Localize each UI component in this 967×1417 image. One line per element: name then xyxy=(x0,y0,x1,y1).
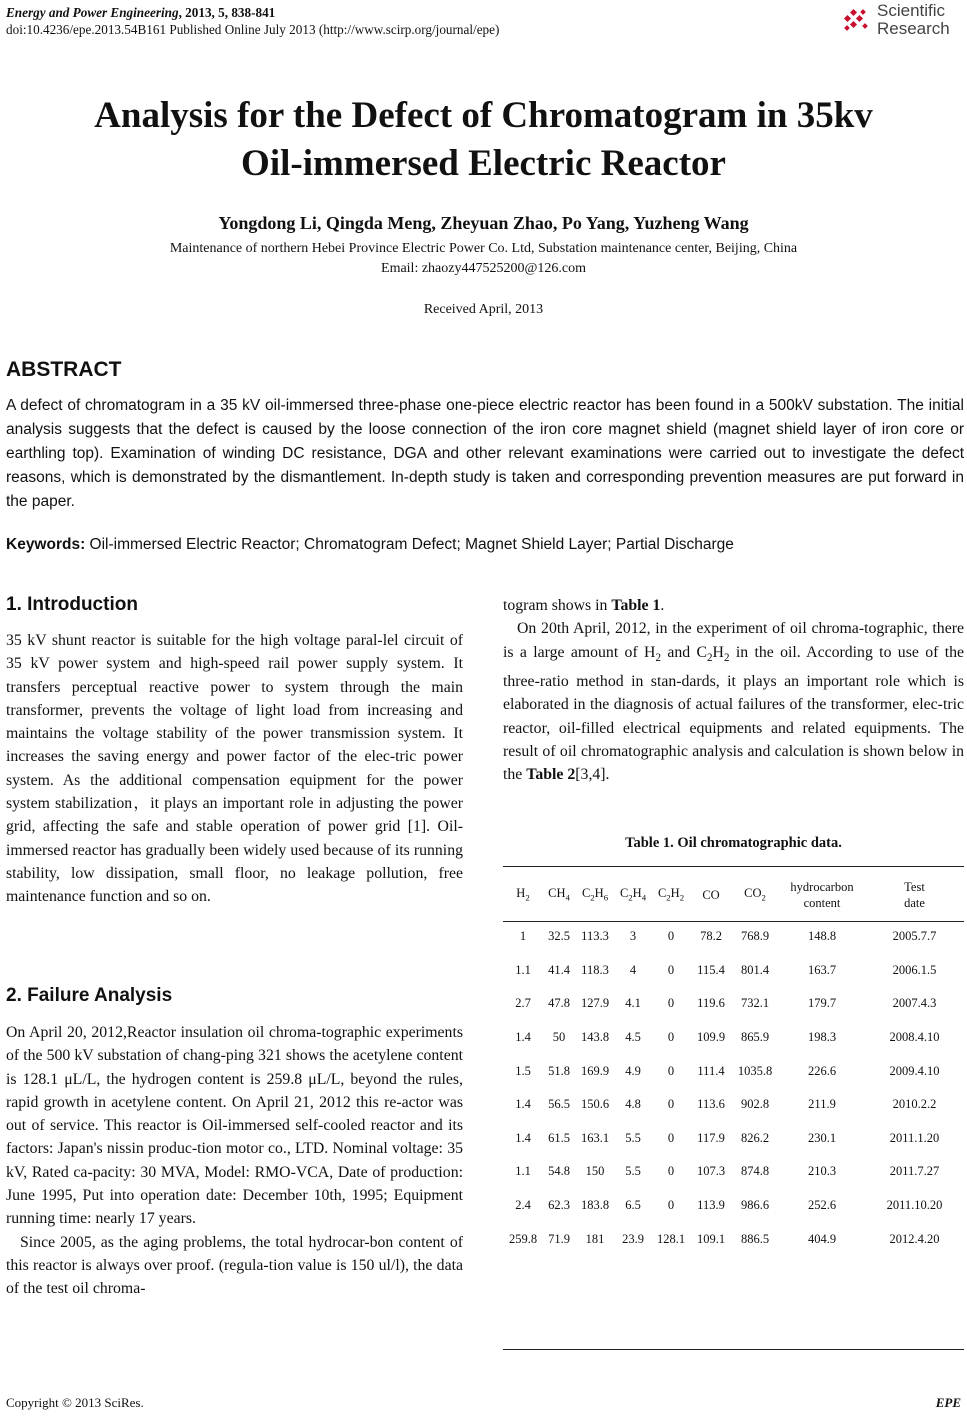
table-cell: 0 xyxy=(667,1063,675,1078)
email: Email: zhaozy447525200@126.com xyxy=(381,261,586,276)
table-row xyxy=(503,954,964,988)
journal-name: Energy and Power Engineering xyxy=(6,5,179,20)
abstract-text: A defect of chromatogram in a 35 kV oil-immersed three-phase one-piece electric reactor has been found in a 500kV substation. The initial analysis suggests that the defect is caused by the loose connection of the iron core magnet shield (magnet shield layer of iron core or earthling top). Examination of winding DC resistance, DGA and other relevant examinations were carried out to investigate the defect reasons, which is demonstrated by the dismantlement. In-depth study is taken and corresponding prevention measures are put forward in the paper. xyxy=(6,397,964,510)
right-paragraph-1 xyxy=(503,594,964,617)
table-cell: 2.4 xyxy=(515,1198,531,1213)
table-cell: 51.8 xyxy=(548,1063,570,1078)
table-row xyxy=(503,1054,964,1088)
subscript: 2 xyxy=(723,651,730,664)
table-cell: 0 xyxy=(667,962,675,977)
header-text: C xyxy=(657,885,667,900)
table-cell: 732.1 xyxy=(740,996,770,1011)
table-cell: 47.8 xyxy=(548,996,570,1011)
table-cell: 41.4 xyxy=(548,962,570,977)
table-header-cell xyxy=(731,870,779,920)
table-cell: 1035.8 xyxy=(737,1063,773,1078)
table-header-cell xyxy=(575,870,615,920)
table-cell: 210.3 xyxy=(807,1164,837,1179)
publisher-logo xyxy=(841,2,961,42)
logo-text-line2: Research xyxy=(877,19,950,38)
right-paragraph-2 xyxy=(503,617,964,786)
header-text: CO xyxy=(744,885,762,900)
table-cell: 1.4 xyxy=(515,1030,531,1045)
table-cell: 230.1 xyxy=(807,1130,837,1145)
section-heading-introduction: 1. Introduction xyxy=(6,594,138,615)
table-header-row xyxy=(503,870,964,920)
text-run: . xyxy=(660,597,665,614)
table-cell: 113.6 xyxy=(697,1097,725,1112)
table-row xyxy=(503,987,964,1021)
table-row xyxy=(503,1021,964,1055)
table-cell: 2007.4.3 xyxy=(892,996,937,1011)
right-column-body xyxy=(503,594,964,787)
table-cell: 826.2 xyxy=(740,1130,770,1145)
header-text: H xyxy=(632,885,642,900)
table-cell: 252.6 xyxy=(807,1198,837,1213)
table-cell: 404.9 xyxy=(807,1231,837,1246)
table-header-cell xyxy=(691,870,731,920)
table-body xyxy=(503,920,964,1256)
table-cell: 2011.10.20 xyxy=(886,1198,943,1213)
table-cell: 109.1 xyxy=(696,1231,726,1246)
table-1-ref: Table 1 xyxy=(611,597,661,614)
copyright-footer: Copyright © 2013 SciRes. xyxy=(6,1395,144,1410)
journal-abbrev-footer: EPE xyxy=(935,1395,961,1410)
table-cell: 163.7 xyxy=(807,962,837,977)
keywords xyxy=(6,536,964,554)
header-line: hydrocarbon xyxy=(790,880,854,894)
table-cell: 0 xyxy=(667,929,675,944)
table-cell: 117.9 xyxy=(697,1130,725,1145)
text-run: and C xyxy=(661,643,708,661)
volume-pages: , 2013, 5, 838-841 xyxy=(178,5,276,20)
intro-paragraph: 35 kV shunt reactor is suitable for the high voltage paral-lel circuit of 35 kV power system and high-speed rail power supply system. It transfers perceptual reactive power to system through the main transformer, prevents the voltage of light load from increasing and maintains the voltage stability of the power transmission system. It increases the saving energy and power factor of the elec-tric power system. As the additional compensation equipment for the power system stabilization，it plays an important role in adjusting the power grid, affecting the safe and stable operation of power grid [1]. Oil-immersed reactor has gradually been widely used because of its running stability, low dissipation, small floor, no leakage pollution, free maintenance function and so on. xyxy=(6,632,463,906)
logo-text xyxy=(877,2,950,38)
table-cell: 54.8 xyxy=(548,1164,570,1179)
table-cell: 109.9 xyxy=(696,1030,726,1045)
failure-paragraph-2: Since 2005, as the aging problems, the total hydrocar-bon content of this reactor is always over proof. (regula-tion value is 150 ul/l), the data of the test oil chroma- xyxy=(6,1233,463,1298)
table-cell: 150 xyxy=(585,1164,605,1179)
table-cell: 0 xyxy=(667,1198,675,1213)
table-cell: 902.8 xyxy=(740,1097,770,1112)
table-cell: 169.9 xyxy=(580,1063,610,1078)
table-row xyxy=(503,920,964,954)
table-cell: 4.9 xyxy=(625,1063,641,1078)
table-cell: 5.5 xyxy=(625,1164,641,1179)
running-header xyxy=(6,4,499,38)
affiliation-block xyxy=(0,239,967,279)
table-bottom-rule xyxy=(503,1349,964,1350)
header-subscript: 2 xyxy=(761,892,766,903)
table-cell: 211.9 xyxy=(808,1097,836,1112)
text-run: togram shows in xyxy=(503,597,612,614)
header-subscript: 2 xyxy=(679,892,685,903)
received-date: Received April, 2013 xyxy=(423,302,544,317)
table-top-rule xyxy=(503,866,964,867)
table-cell: 1.1 xyxy=(515,1164,531,1179)
table-header-cell xyxy=(865,870,964,920)
table-cell: 128.1 xyxy=(656,1231,686,1246)
table-cell: 2.7 xyxy=(515,996,531,1011)
table-row xyxy=(503,1222,964,1256)
table-cell: 61.5 xyxy=(548,1130,570,1145)
table-row xyxy=(503,1155,964,1189)
failure-paragraph-1: On April 20, 2012,Reactor insulation oil chroma-tographic experiments of the 500 kV substation of chang-ping 321 shows the acetylene content is 128.1 μL/L, the hydrogen content is 259.8 μL/L, beyond the rules, rapid growth in acetylene content. On April 21, 2012 this re-actor was out of service. This reactor is Oil-immersed self-cooled reactor and its factors: Japan's nissin produc-tion motor co., LTD. Nominal voltage: 35 kV, Rated ca-pacity: 30 MVA, Model: RMO-VCA, Date of production: June 1995, Put into operation date: December 10th, 1995; Equipment running time: nearly 17 years. xyxy=(6,1024,463,1228)
table-cell: 2008.4.10 xyxy=(889,1030,940,1045)
header-text: H xyxy=(594,885,604,900)
table-cell: 56.5 xyxy=(548,1097,570,1112)
table-row xyxy=(503,1088,964,1122)
table-header-cell xyxy=(615,870,651,920)
header-text: H xyxy=(670,885,680,900)
journal-citation xyxy=(6,4,499,21)
table-cell: 865.9 xyxy=(740,1030,770,1045)
table-cell: 0 xyxy=(667,1164,675,1179)
introduction-body xyxy=(6,629,463,909)
table-cell: 986.6 xyxy=(740,1198,770,1213)
oil-chromatographic-table xyxy=(503,870,964,1256)
header-text: CH xyxy=(548,885,566,900)
table-cell: 1 xyxy=(519,929,527,944)
subscript: 2 xyxy=(707,651,713,664)
table-cell: 23.9 xyxy=(622,1231,644,1246)
table-cell: 2010.2.2 xyxy=(892,1097,937,1112)
header-subscript: 2 xyxy=(590,892,595,903)
authors: Yongdong Li, Qingda Meng, Zheyuan Zhao, Po Yang, Yuzheng Wang xyxy=(218,213,749,233)
table-cell: 874.8 xyxy=(740,1164,770,1179)
table-cell: 6.5 xyxy=(625,1198,641,1213)
header-text: C xyxy=(619,885,629,900)
table-cell: 148.8 xyxy=(807,929,837,944)
table-cell: 5.5 xyxy=(625,1130,641,1145)
table-row xyxy=(503,1189,964,1223)
header-text: C xyxy=(581,885,591,900)
text-run: H xyxy=(712,643,724,661)
text-run: [3,4]. xyxy=(575,766,610,784)
section-heading-failure-analysis: 2. Failure Analysis xyxy=(6,985,173,1006)
table-cell: 78.2 xyxy=(700,929,722,944)
subscript: 2 xyxy=(655,651,661,664)
table-cell: 0 xyxy=(667,1130,675,1145)
header-line: date xyxy=(904,896,925,910)
paper-title xyxy=(0,92,967,188)
header-line: Test xyxy=(904,880,925,894)
table-cell: 0 xyxy=(667,996,675,1011)
scirp-logo-icon xyxy=(841,6,871,36)
table-cell: 107.3 xyxy=(696,1164,726,1179)
title-line-2: Oil-immersed Electric Reactor xyxy=(241,143,726,184)
table-2-ref: Table 2 xyxy=(526,766,576,784)
table-cell: 1.4 xyxy=(515,1130,531,1145)
table-header-cell xyxy=(779,870,865,920)
table-cell: 2005.7.7 xyxy=(892,929,937,944)
title-line-1: Analysis for the Defect of Chromatogram in 35kv xyxy=(94,95,873,136)
table-cell: 4.1 xyxy=(625,996,641,1011)
table-cell: 801.4 xyxy=(740,962,770,977)
table-cell: 143.8 xyxy=(580,1030,610,1045)
table-cell: 111.4 xyxy=(697,1063,725,1078)
table-cell: 115.4 xyxy=(697,962,725,977)
header-subscript: 4 xyxy=(641,892,647,903)
table-cell: 183.8 xyxy=(580,1198,610,1213)
table-cell: 2011.1.20 xyxy=(889,1130,940,1145)
table-cell: 2012.4.20 xyxy=(889,1231,940,1246)
table-cell: 768.9 xyxy=(740,929,770,944)
header-text: H xyxy=(516,885,526,900)
table-cell: 226.6 xyxy=(807,1063,837,1078)
text-run: On 20th April, 2012, in the experiment of oil chroma-tographic, there is a large amount of H xyxy=(503,620,964,661)
table-cell: 4.8 xyxy=(625,1097,641,1112)
header-subscript: 6 xyxy=(603,892,609,903)
table-cell: 119.6 xyxy=(697,996,725,1011)
table-cell: 118.3 xyxy=(581,962,609,977)
table-cell: 2006.1.5 xyxy=(892,962,937,977)
table-cell: 62.3 xyxy=(548,1198,570,1213)
table-cell: 32.5 xyxy=(548,929,570,944)
table-cell: 1.5 xyxy=(515,1063,531,1078)
header-subscript: 2 xyxy=(666,892,671,903)
table-cell: 0 xyxy=(667,1097,675,1112)
table-header-cell xyxy=(503,870,543,920)
table-cell: 886.5 xyxy=(740,1231,770,1246)
keywords-list: Oil-immersed Electric Reactor; Chromatogram Defect; Magnet Shield Layer; Partial Discharge xyxy=(85,536,734,553)
table-cell: 113.3 xyxy=(581,929,609,944)
logo-text-line1: Scientific xyxy=(877,1,946,20)
table-cell: 163.1 xyxy=(580,1130,610,1145)
table-header-cell xyxy=(651,870,691,920)
abstract-heading: ABSTRACT xyxy=(6,358,122,381)
table-cell: 1.1 xyxy=(515,962,531,977)
table-cell: 0 xyxy=(667,1030,675,1045)
doi-line: doi:10.4236/epe.2013.54B161 Published Online July 2013 (http://www.scirp.org/journal/epe) xyxy=(6,22,500,37)
text-run: in the oil. According to use of the three-ratio method in stan-dards, it plays an important role which is elaborated in the diagnosis of actual failures of the transformer, elec-tric reactor, oil-filled electrical equipments and related equipments. The result of oil chromatographic analysis and calculation is shown below in the xyxy=(503,643,964,784)
table-cell: 71.9 xyxy=(548,1231,570,1246)
affiliation: Maintenance of northern Hebei Province Electric Power Co. Ltd, Substation maintenance center, Beijing, China xyxy=(169,241,798,256)
table-cell: 150.6 xyxy=(580,1097,610,1112)
header-subscript: 2 xyxy=(525,892,530,903)
table-cell: 4.5 xyxy=(625,1030,641,1045)
table-cell: 181 xyxy=(585,1231,605,1246)
table-cell: 127.9 xyxy=(580,996,610,1011)
table-cell: 1.4 xyxy=(515,1097,531,1112)
table-cell: 259.8 xyxy=(508,1231,538,1246)
keywords-label: Keywords: xyxy=(6,536,86,553)
header-subscript: 2 xyxy=(628,892,633,903)
table-caption: Table 1. Oil chromatographic data. xyxy=(625,835,842,851)
header-line: content xyxy=(803,896,841,910)
table-cell: 3 xyxy=(629,929,637,944)
table-cell: 2009.4.10 xyxy=(889,1063,940,1078)
table-cell: 198.3 xyxy=(807,1030,837,1045)
table-cell: 113.9 xyxy=(697,1198,725,1213)
table-header-cell xyxy=(543,870,575,920)
header-subscript: 4 xyxy=(565,892,570,903)
table-row xyxy=(503,1122,964,1156)
table-cell: 179.7 xyxy=(807,996,837,1011)
failure-analysis-body xyxy=(6,1021,463,1301)
table-cell: 50 xyxy=(552,1030,566,1045)
table-cell: 4 xyxy=(629,962,637,977)
header-text: CO xyxy=(702,888,720,902)
table-cell: 2011.7.27 xyxy=(889,1164,940,1179)
